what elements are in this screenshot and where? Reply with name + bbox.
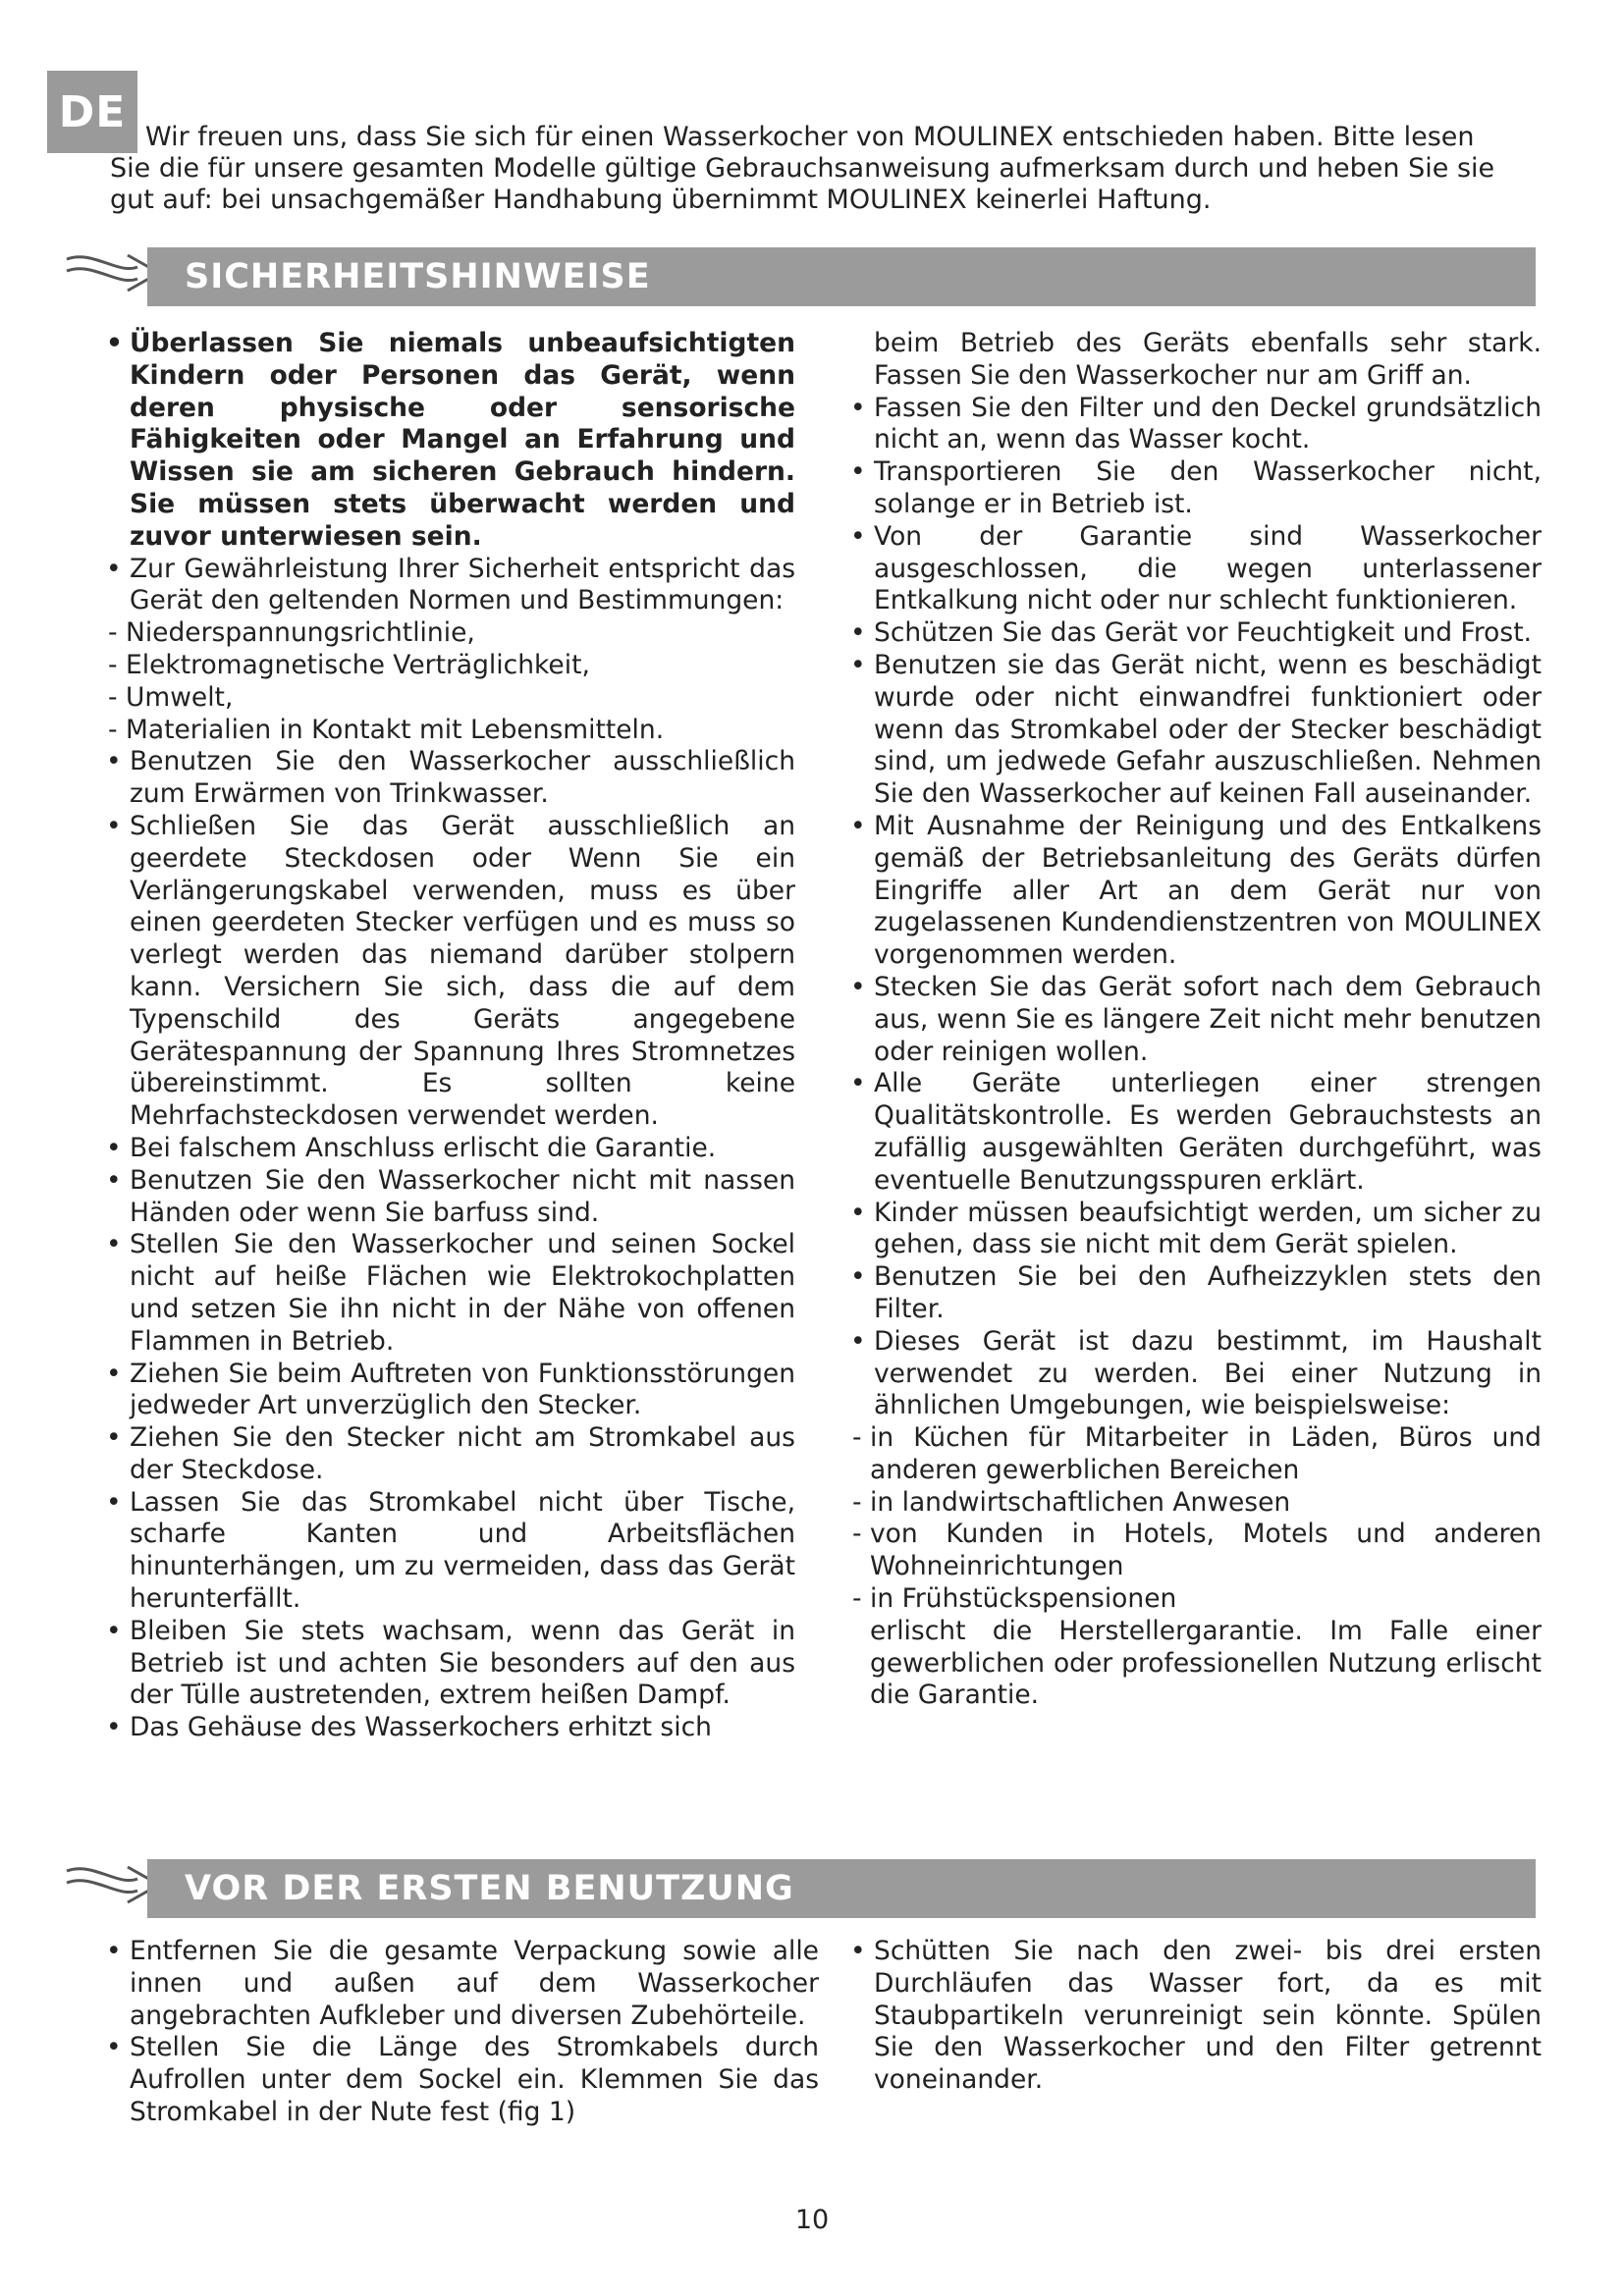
list-item: • Mit Ausnahme der Reinigung und des Entkalkens gemäß der Betriebsanleitung des Geräts dürfen Eingriffe aller Art an dem Gerät nur von zugelassenen Kundendienstzentren von MOULINEX vorgenommen werden.	[846, 811, 1542, 972]
list-item: • Kinder müssen beaufsichtigt werden, um sicher zu gehen, dass sie nicht mit dem Gerät spielen.	[846, 1198, 1542, 1262]
sub-list-item: - in Frühstückspensionen	[846, 1583, 1542, 1616]
list-item: • Stellen Sie den Wasserkocher und seinen Sockel nicht auf heiße Flächen wie Elektrokochplatten und setzen Sie ihn nicht in der Nähe von offenen Flammen in Betrieb.	[102, 1229, 795, 1358]
list-item: • Transportieren Sie den Wasserkocher nicht, solange er in Betrieb ist.	[846, 456, 1542, 521]
list-item: • Zur Gewährleistung Ihrer Sicherheit entspricht das Gerät den geltenden Normen und Bestimmungen:	[102, 554, 795, 618]
sub-list-item: - Niederspannungsrichtlinie,	[102, 617, 795, 650]
list-item: • Benutzen Sie den Wasserkocher ausschließlich zum Erwärmen von Trinkwasser.	[102, 746, 795, 811]
safety-right-column	[846, 328, 1542, 1712]
sub-list-item: - Umwelt,	[102, 682, 795, 715]
intro-line-1: Wir freuen uns, dass Sie sich für einen Wasserkocher von MOULINEX entschieden haben. Bitte lesen	[145, 122, 1475, 152]
section-title-safety: SICHERHEITSHINWEISE	[147, 247, 1536, 306]
list-item: • Benutzen sie das Gerät nicht, wenn es beschädigt wurde oder nicht einwandfrei funktioniert oder wenn das Stromkabel oder der Stecker beschädigt sind, um jedwede Gefahr auszuschließen. Nehmen Sie den Wasserkocher auf keinen Fall auseinander.	[846, 650, 1542, 811]
list-item: • Entfernen Sie die gesamte Verpackung sowie alle innen und außen auf dem Wasserkocher angebrachten Aufkleber und diversen Zubehörteile.	[102, 1936, 819, 2032]
list-item: • Ziehen Sie beim Auftreten von Funktionsstörungen jedweder Art unverzüglich den Stecker.	[102, 1359, 795, 1423]
list-item: • Bei falschem Anschluss erlischt die Garantie.	[102, 1133, 795, 1165]
first-use-left-column	[102, 1936, 819, 2129]
list-item: • Benutzen Sie bei den Aufheizzyklen stets den Filter.	[846, 1261, 1542, 1326]
list-item: • Schützen Sie das Gerät vor Feuchtigkeit und Frost.	[846, 617, 1542, 650]
sub-list-item: - Elektromagnetische Verträglichkeit,	[102, 650, 795, 682]
list-item: • Stecken Sie das Gerät sofort nach dem Gebrauch aus, wenn Sie es längere Zeit nicht mehr benutzen oder reinigen wollen.	[846, 972, 1542, 1068]
list-item: • Fassen Sie den Filter und den Deckel grundsätzlich nicht an, wenn das Wasser kocht.	[846, 393, 1542, 457]
sub-list-item: - in landwirtschaftlichen Anwesen	[846, 1487, 1542, 1520]
first-use-right-column	[846, 1936, 1542, 2097]
list-item: • Alle Geräte unterliegen einer strengen Qualitätskontrolle. Es werden Gebrauchstests an zufällig ausgewählten Geräten durchgeführt, was eventuelle Benutzungsspuren erklärt.	[846, 1068, 1542, 1197]
list-item: • Lassen Sie das Stromkabel nicht über Tische, scharfe Kanten und Arbeitsflächen hinunterhängen, um zu vermeiden, dass das Gerät herunterfällt.	[102, 1487, 795, 1616]
page-number: 10	[794, 2205, 830, 2235]
list-item: • Überlassen Sie niemals unbeaufsichtigten Kindern oder Personen das Gerät, wenn deren physische oder sensorische Fähigkeiten oder Mangel an Erfahrung und Wissen sie am sicheren Gebrauch hindern. Sie müssen stets überwacht werden und zuvor unterwiesen sein.	[102, 328, 795, 554]
list-item: • Bleiben Sie stets wachsam, wenn das Gerät in Betrieb ist und achten Sie besonders auf den aus der Tülle austretenden, extrem heißen Dampf.	[102, 1616, 795, 1712]
list-item: • Stellen Sie die Länge des Stromkabels durch Aufrollen unter dem Sockel ein. Klemmen Sie das Stromkabel in der Nute fest (fig 1)	[102, 2032, 819, 2128]
intro-rest: Sie die für unsere gesamten Modelle gültige Gebrauchsanweisung aufmerksam durch und heben Sie sie gut auf: bei unsachgemäßer Handhabung übernimmt MOULINEX keinerlei Haftung.	[110, 153, 1495, 215]
list-item: • Benutzen Sie den Wasserkocher nicht mit nassen Händen oder wenn Sie barfuss sind.	[102, 1165, 795, 1230]
list-item: • Schütten Sie nach den zwei- bis drei ersten Durchläufen das Wasser fort, da es mit Staubpartikeln verunreinigt sein könnte. Spülen Sie den Wasserkocher und den Filter getrennt voneinander.	[846, 1936, 1542, 2097]
list-item: erlischt die Herstellergarantie. Im Falle einer gewerblichen oder professionellen Nutzung erlischt die Garantie.	[870, 1615, 1542, 1711]
section-title-first-use: VOR DER ERSTEN BENUTZUNG	[147, 1859, 1536, 1918]
list-item: • Ziehen Sie den Stecker nicht am Stromkabel aus der Steckdose.	[102, 1422, 795, 1487]
language-badge: DE	[47, 71, 137, 153]
list-item: • Dieses Gerät ist dazu bestimmt, im Haushalt verwendet zu werden. Bei einer Nutzung in ähnlichen Umgebungen, wie beispielsweise:	[846, 1326, 1542, 1422]
list-item: • Das Gehäuse des Wasserkochers erhitzt sich	[102, 1712, 795, 1744]
sub-list-item: - von Kunden in Hotels, Motels und anderen Wohneinrichtungen	[846, 1519, 1542, 1583]
list-item: beim Betrieb des Geräts ebenfalls sehr stark. Fassen Sie den Wasserkocher nur am Griff an.	[874, 328, 1542, 391]
sub-list-item: - Materialien in Kontakt mit Lebensmitteln.	[102, 715, 795, 747]
list-item: • Von der Garantie sind Wasserkocher ausgeschlossen, die wegen unterlassener Entkalkung nicht oder nur schlecht funktionieren.	[846, 521, 1542, 617]
safety-left-column	[102, 328, 795, 1744]
sub-list-item: - in Küchen für Mitarbeiter in Läden, Büros und anderen gewerblichen Bereichen	[846, 1422, 1542, 1487]
intro-paragraph	[110, 122, 1543, 216]
list-item: • Schließen Sie das Gerät ausschließlich an geerdete Steckdosen oder Wenn Sie ein Verlängerungskabel verwenden, muss es über einen geerdeten Stecker verfügen und es muss so verlegt werden das niemand darüber stolpern kann. Versichern Sie sich, dass die auf dem Typenschild des Geräts angegebene Gerätespannung der Spannung Ihres Stromnetzes übereinstimmt. Es sollten keine Mehrfachsteckdosen verwendet werden.	[102, 811, 795, 1133]
